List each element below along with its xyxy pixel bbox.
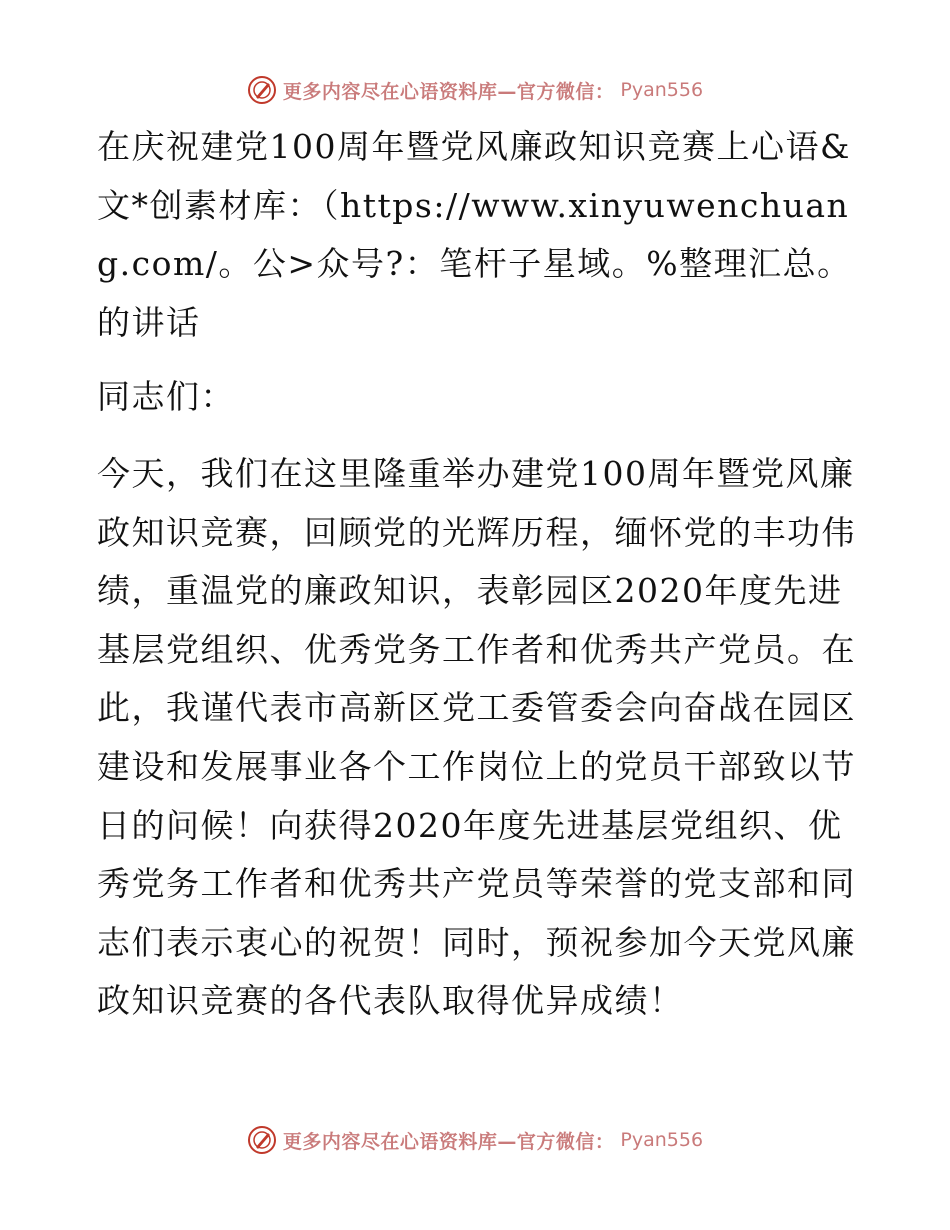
pen-logo-icon (247, 1125, 277, 1155)
banner-wechat-id: Pyan556 (620, 79, 704, 101)
document-body (97, 118, 857, 1031)
footer-banner (0, 1120, 950, 1160)
document-title: 在庆祝建党100周年暨党风廉政知识竞赛上心语&文*创素材库：（https://www.xinyuwenchuang.com/。公>众号?：笔杆子星域。%整理汇总。的讲话 (97, 127, 852, 342)
paragraph: 今天，我们在这里隆重举办建党100周年暨党风廉政知识竞赛，回顾党的光辉历程，缅怀党的丰功伟绩，重温党的廉政知识，表彰园区2020年度先进基层党组织、优秀党务工作者和优秀共产党员。在此，我谨代表市高新区党工委管委会向奋战在园区建设和发展事业各个工作岗位上的党员干部致以节日的问候！向获得2020年度先进基层党组织、优秀党务工作者和优秀共产党员等荣誉的党支部和同志们表示衷心的祝贺！同时，预祝参加今天党风廉政知识竞赛的各代表队取得优异成绩！ (97, 453, 856, 1021)
banner-text: 更多内容尽在心语资料库—官方微信： (282, 1130, 615, 1153)
greeting: 同志们： (97, 377, 235, 417)
banner-wechat-id: Pyan556 (620, 1129, 704, 1151)
pen-logo-icon (247, 75, 277, 105)
header-banner (0, 70, 950, 110)
banner-text: 更多内容尽在心语资料库—官方微信： (282, 80, 615, 103)
